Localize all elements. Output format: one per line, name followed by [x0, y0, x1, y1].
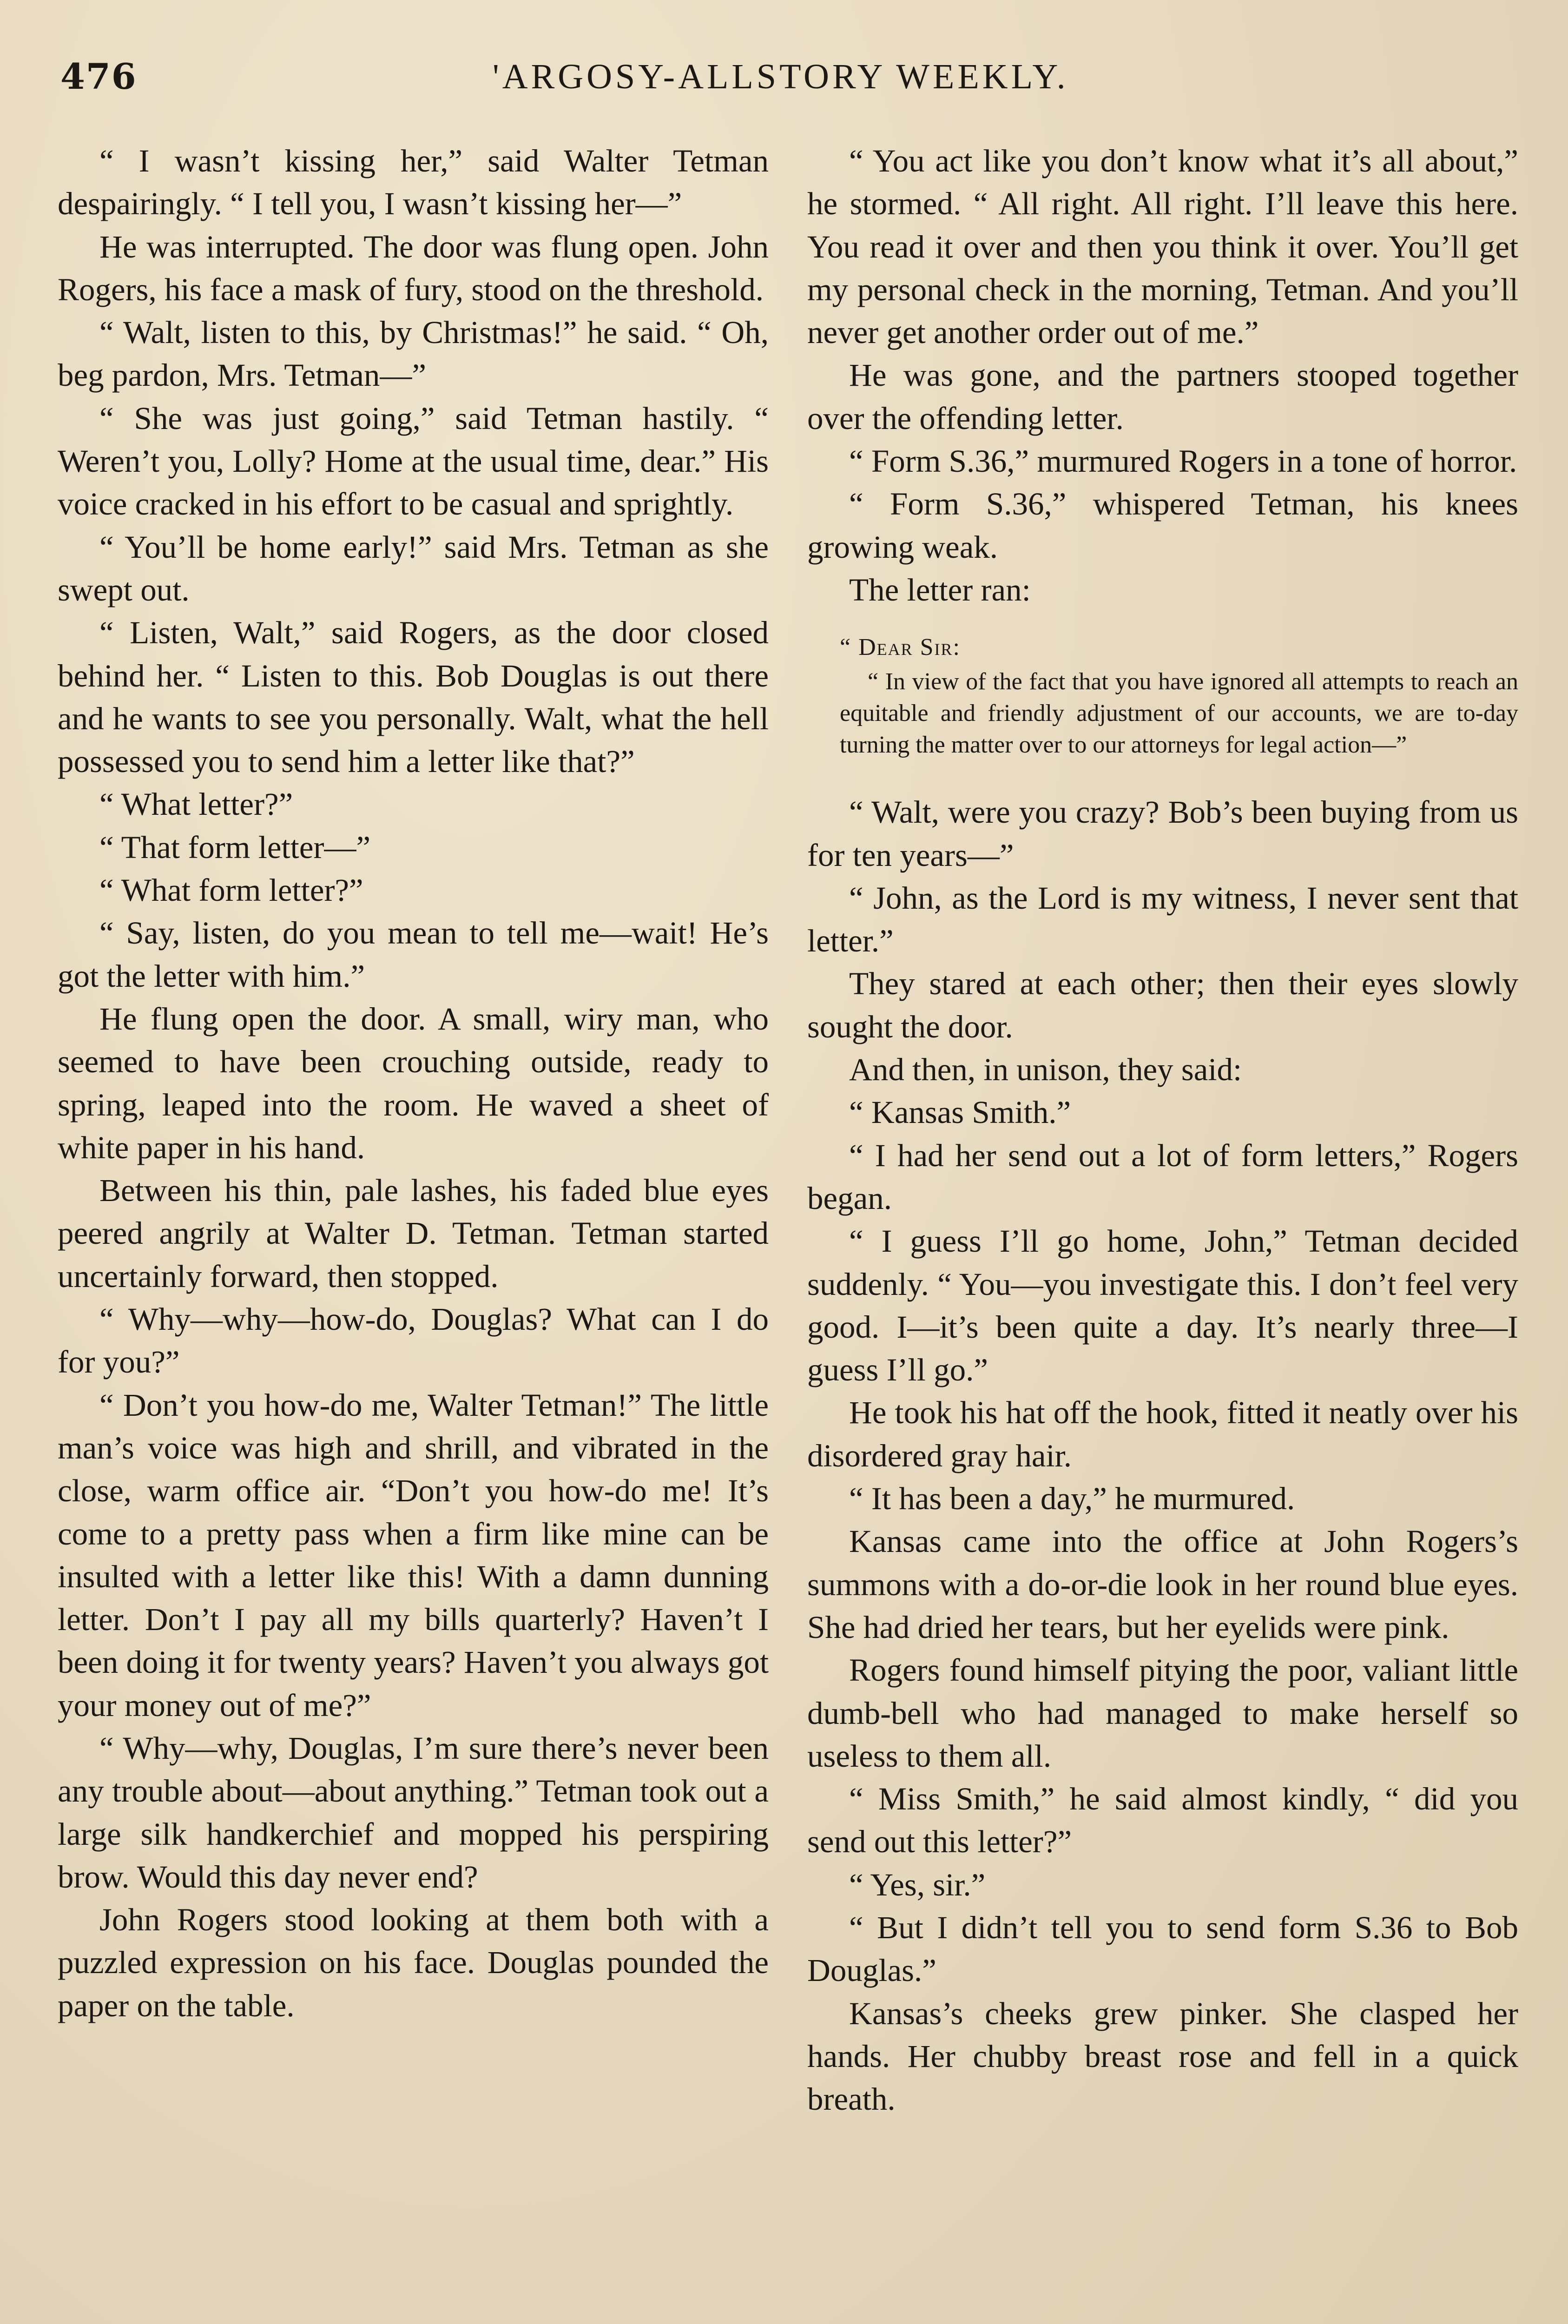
paragraph: “ That form letter—”	[99, 829, 371, 865]
paragraph: And then, in unison, they said:	[849, 1052, 1242, 1088]
paragraph: “ Yes, sir.”	[849, 1867, 986, 1902]
paragraph: “ Why—why, Douglas, I’m sure there’s never been any trouble about—about anything.” Tetman took out a large silk handkerchief and mopped his perspiring brow. Would this day never end?	[58, 1730, 769, 1895]
paragraph: “ Walt, were you crazy? Bob’s been buying from us for ten years—”	[807, 794, 1518, 873]
left-column	[58, 139, 769, 2027]
paragraph: “ I wasn’t kissing her,” said Walter Tetman despairingly. “ I tell you, I wasn’t kissing her—”	[58, 143, 769, 222]
paragraph: “ You’ll be home early!” said Mrs. Tetman as she swept out.	[58, 529, 769, 607]
paragraph: John Rogers stood looking at them both with a puzzled expression on his face. Douglas pounded the paper on the table.	[58, 1902, 769, 2023]
paragraph: “ I guess I’ll go home, John,” Tetman decided suddenly. “ You—you investigate this. I don’t feel very good. I—it’s been quite a day. It’s nearly three—I guess I’ll go.”	[807, 1223, 1518, 1388]
paragraph: “ What letter?”	[99, 786, 293, 822]
paragraph: “ Kansas Smith.”	[849, 1095, 1071, 1130]
letter-body: “ In view of the fact that you have ignored all attempts to reach an equitable and friendly adjustment of our accounts, we are to-day turning the matter over to our attorneys for legal action—”	[840, 668, 1518, 759]
paragraph: “ Miss Smith,” he said almost kindly, “ did you send out this letter?”	[807, 1781, 1518, 1860]
paragraph: Between his thin, pale lashes, his faded blue eyes peered angrily at Walter D. Tetman. Tetman started uncertainly forward, then stopped.	[58, 1173, 769, 1294]
paragraph: “ I had her send out a lot of form letters,” Rogers began.	[807, 1137, 1518, 1216]
paragraph: He flung open the door. A small, wiry man, who seemed to have been crouching outside, ready to spring, leaped into the room. He waved a sheet of white paper in his hand.	[58, 1001, 769, 1165]
page-header	[60, 51, 1510, 102]
paragraph: They stared at each other; then their eyes slowly sought the door.	[807, 966, 1518, 1044]
paragraph: “ Walt, listen to this, by Christmas!” he said. “ Oh, beg pardon, Mrs. Tetman—”	[58, 315, 769, 393]
paragraph: “ What form letter?”	[99, 872, 363, 908]
paragraph: “ Listen, Walt,” said Rogers, as the door closed behind her. “ Listen to this. Bob Douglas is out there and he wants to see you personally. Walt, what the hell possessed you to send him a letter like that?”	[58, 615, 769, 779]
paragraph: “ Why—why—how-do, Douglas? What can I do for you?”	[58, 1301, 769, 1380]
right-column	[807, 139, 1518, 2120]
paragraph: Kansas’s cheeks grew pinker. She clasped her hands. Her chubby breast rose and fell in a quick breath.	[807, 1995, 1518, 2117]
paragraph: “ Form S.36,” whispered Tetman, his knees growing weak.	[807, 486, 1518, 565]
paragraph: “ But I didn’t tell you to send form S.36 to Bob Douglas.”	[807, 1909, 1518, 1988]
paragraph: “ You act like you don’t know what it’s all about,” he stormed. “ All right. All right. I’ll leave this here. You read it over and then you think it over. You’ll get my personal check in the morning, Tetman. And you’ll never get another order out of me.”	[807, 143, 1518, 350]
quoted-letter	[807, 632, 1518, 761]
paragraph: Rogers found himself pitying the poor, valiant little dumb-bell who had managed to make herself so useless to them all.	[807, 1652, 1518, 1774]
running-head: 'ARGOSY-ALLSTORY WEEKLY.	[493, 57, 1069, 96]
paragraph: “ John, as the Lord is my witness, I never sent that letter.”	[807, 880, 1518, 959]
paragraph: “ It has been a day,” he murmured.	[849, 1481, 1295, 1517]
paragraph: “ Say, listen, do you mean to tell me—wait! He’s got the letter with him.”	[58, 915, 769, 994]
paragraph: He took his hat off the hook, fitted it neatly over his disordered gray hair.	[807, 1395, 1518, 1473]
paragraph: He was interrupted. The door was flung open. John Rogers, his face a mask of fury, stood on the threshold.	[58, 229, 769, 307]
paragraph: “ She was just going,” said Tetman hastily. “ Weren’t you, Lolly? Home at the usual time, dear.” His voice cracked in his effort to be casual and sprightly.	[58, 400, 769, 522]
paragraph: “ Don’t you how-do me, Walter Tetman!” The little man’s voice was high and shrill, and vibrated in the close, warm office air. “Don’t you how-do me! It’s come to a pretty pass when a firm like mine can be insulted with a letter like this! With a damn dunning letter. Don’t I pay all my bills quarterly? Haven’t I been doing it for twenty years? Haven’t you always got your money out of me?”	[58, 1387, 769, 1723]
letter-salutation: “ Dear Sir:	[840, 634, 961, 661]
page-number: 476	[60, 56, 137, 97]
paragraph: Kansas came into the office at John Rogers’s summons with a do-or-die look in her round blue eyes. She had dried her tears, but her eyelids were pink.	[807, 1524, 1518, 1645]
paragraph: He was gone, and the partners stooped together over the offending letter.	[807, 357, 1518, 436]
paragraph: The letter ran:	[849, 572, 1031, 607]
paragraph: “ Form S.36,” murmured Rogers in a tone of horror.	[849, 443, 1517, 479]
